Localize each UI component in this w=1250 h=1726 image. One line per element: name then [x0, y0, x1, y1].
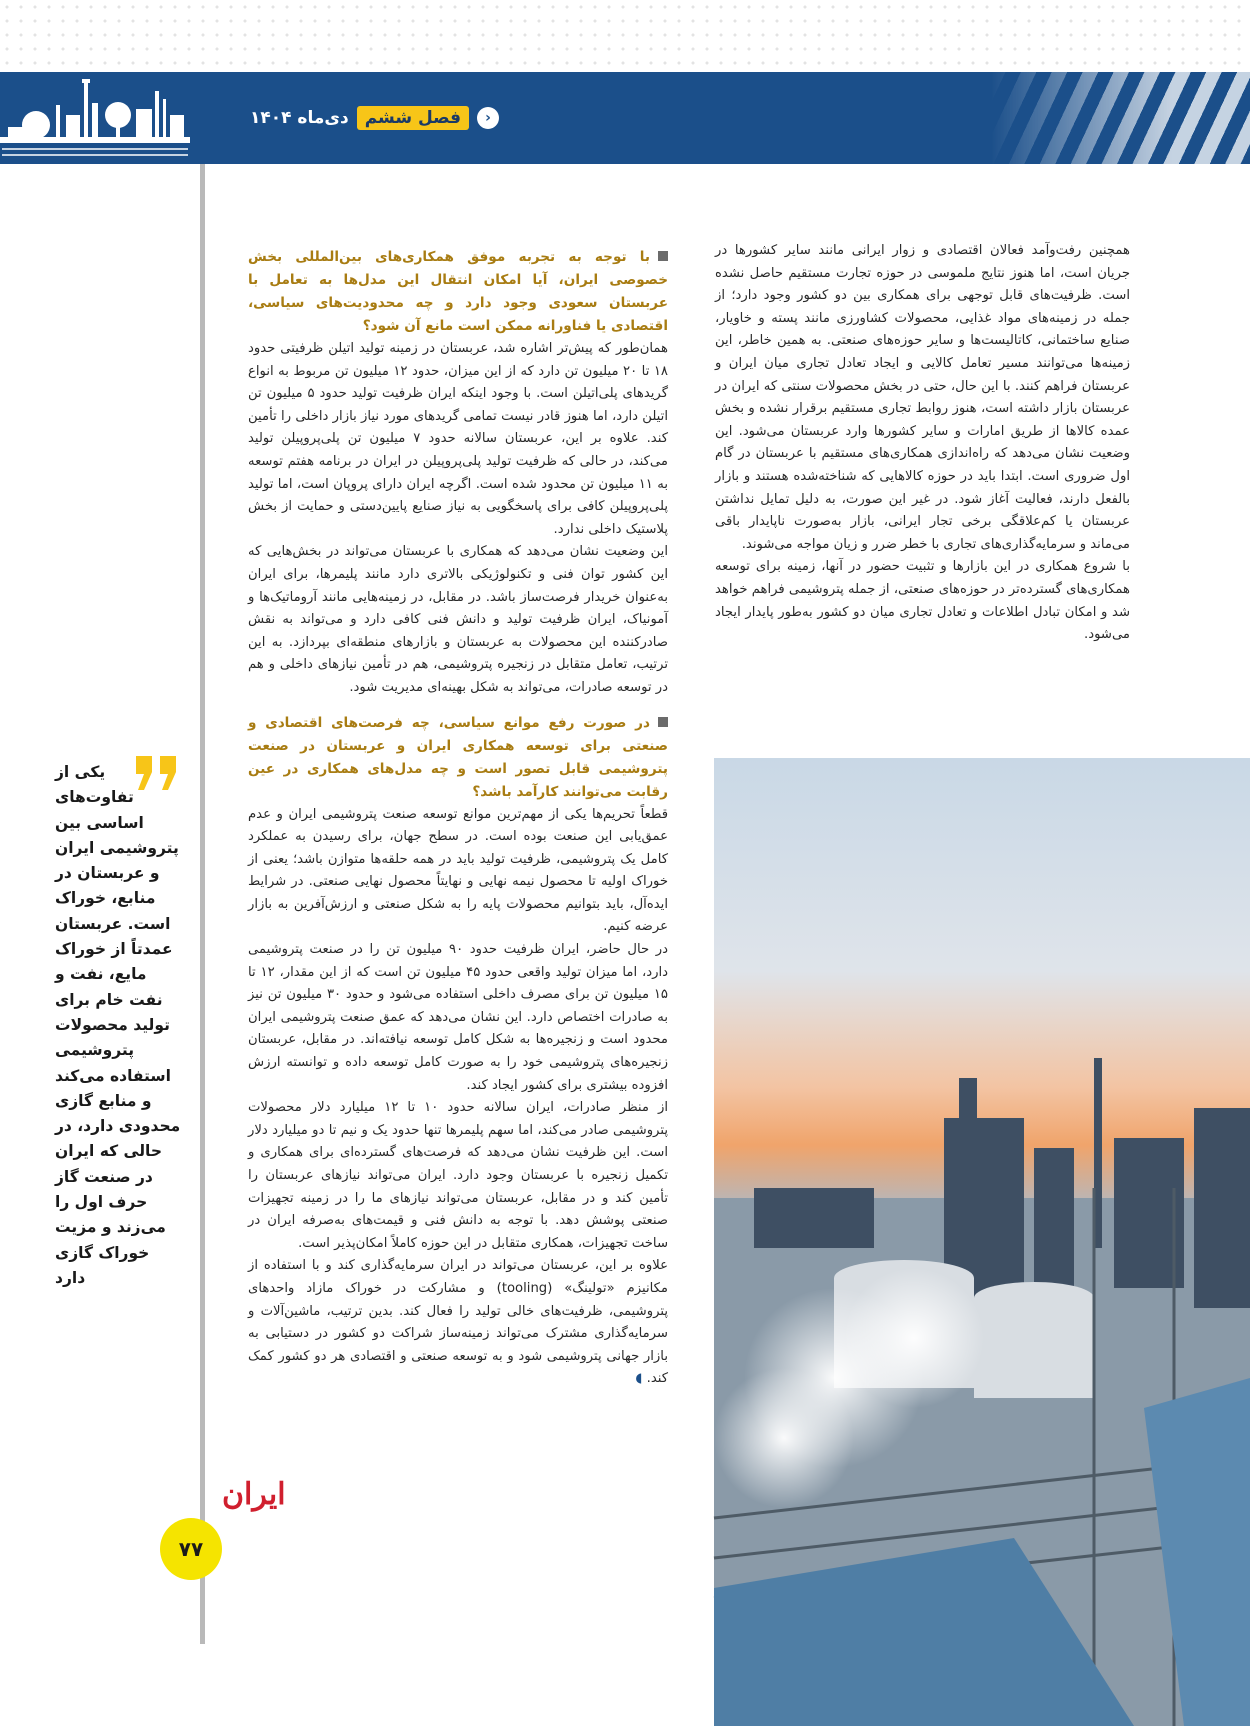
square-bullet — [658, 717, 668, 727]
paragraph: در حال حاضر، ایران ظرفیت حدود ۹۰ میلیون تن را در صنعت پتروشیمی دارد، اما میزان تولید واقعی حدود ۴۵ میلیون تن است که از این مقدار، ۱۲ تا ۱۵ میلیون تن برای مصرف داخلی استفاده می‌شود و حدود ۳۰ میلیون تن نیز به صادرات اختصاص دارد. این نشان می‌دهد که عمق صنعت پتروشیمی ایران محدود است و زنجیره‌ها به شکل کامل توسعه نیافته‌اند. در مقابل، عربستان زنجیره‌های پتروشیمی خود را به صورت کامل توسعه داده و توانسته ارزش افزوده بیشتری برای کشور ایجاد کند. — [248, 942, 669, 1093]
end-mark-icon: ◖ — [635, 1371, 643, 1387]
page-number-badge: ۷۷ — [160, 1518, 222, 1580]
paragraph: قطعاً تحریم‌ها یکی از مهم‌ترین موانع توسعه صنعت پتروشیمی ایران و عدم عمق‌یابی این صنعت بوده است. در سطح جهان، برای رسیدن به عملکرد کامل یک پتروشیمی، ظرفیت تولید باید در همه حلقه‌ها متوازن باشد؛ یعنی از خوراک اولیه تا محصول نیمه نهایی و نهایتاً محصول نهایی صنعتی. در شرایط ایده‌آل، باید بتوانیم محصولات پایه را به شکل صنعتی و ارزش‌آفرین به بازار عرضه کنیم. — [248, 806, 668, 935]
question-heading — [248, 712, 668, 804]
paragraph-text: علاوه بر این، عربستان می‌تواند در ایران سرمایه‌گذاری کند و با استفاده از مکانیزم «تولینگ» (tooling) و مشارکت در خوراک مازاد واحدهای پتروشیمی، ظرفیت‌های خالی تولید را فعال کند. بدین ترتیب، ماشین‌آلات و سرمایه‌گذاری مشترک می‌تواند زمینه‌ساز شراکت دو کشور در دستیابی به بازار جهانی پتروشیمی شود و به توسعه صنعتی و اقتصادی هر دو کشور کمک کند. — [248, 1258, 668, 1387]
chevron-left-icon[interactable]: › — [477, 107, 499, 129]
refinery-skyline-icon — [0, 75, 190, 167]
paragraph: این وضعیت نشان می‌دهد که همکاری با عربستان می‌تواند در بخش‌هایی که این کشور توان فنی و تکنولوژیکی بالاتری دارد مانند پلیمرها، برای ایران به‌عنوان خریدار فرصت‌ساز باشد. در مقابل، در زمینه‌هایی مانند آروماتیک‌ها و آمونیاک، ایران ظرفیت تولید و دانش فنی کافی دارد و می‌تواند به نقش صادرکننده این محصولات به عربستان و بازارهای منطقه‌ای بپردازد. به این ترتیب، تعامل متقابل در زنجیره پتروشیمی، هم در تأمین نیازهای داخلی و هم در توسعه صادرات، می‌تواند به شکل بهینه‌ای مدیریت شود. — [248, 544, 668, 695]
square-bullet — [658, 251, 668, 261]
paragraph: همچنین رفت‌وآمد فعالان اقتصادی و زوار ایرانی مانند سایر کشورها در جریان است، اما هنوز نتایج ملموسی در حوزه تجارت مستقیم حاصل نشده است. ظرفیت‌های قابل توجهی برای همکاری بین دو کشور وجود دارد؛ از جمله در زمینه‌های مواد غذایی، محصولات کشاورزی مانند پسته و خاویار، صنایع ساختمانی، کاتالیست‌ها و سایر حوزه‌های صنعتی. به همین خاطر، این زمینه‌ها می‌توانند مسیر تعامل کالایی و ایجاد تعادل تجاری میان ایران و عربستان فراهم کنند. با این حال، حتی در بخش محصولات سنتی که ایران در عربستان بازار داشته است، هنوز روابط تجاری مستقیم برقرار نشده و بخش عمده کالاها از طریق امارات و سایر کشورها وارد عربستان می‌شود. این وضعیت نشان می‌دهد که راه‌اندازی همکاری‌های مستقیم با عربستان در گام اول ضروری است. ابتدا باید در حوزه کالاهایی که شناخته‌شده هستند و بازار بالفعل دارند، فعالیت آغاز شود. در غیر این صورت، به دلیل تمایل نداشتن عربستان یا کم‌علاقگی برخی تجار ایرانی، بازار به‌صورت ناپایدار باقی می‌ماند و سرمایه‌گذاری‌های تجاری با خطر ضرر و زیان مواجه می‌شوند. — [715, 243, 1130, 552]
refinery-photo — [714, 758, 1250, 1726]
paragraph: از منظر صادرات، ایران سالانه حدود ۱۰ تا ۱۲ میلیارد دلار محصولات پتروشیمی صادر می‌کند، اما سهم پلیمرها تنها حدود یک و نیم تا دو میلیارد دلار است. این ظرفیت نشان می‌دهد که فرصت‌های گسترده‌ای برای همکاری و تکمیل زنجیره با عربستان وجود دارد. ایران می‌تواند نیازهای عربستان را تأمین کند و در مقابل، عربستان می‌تواند نیازهای ما را در زمینه تجهیزات صنعتی پوشش دهد. با توجه به دانش فنی و قیمت‌های به‌صرفه ایران در ساخت تجهیزات، همکاری متقابل در این حوزه کاملاً امکان‌پذیر است. — [248, 1100, 668, 1251]
brand-text: ایران — [222, 1477, 286, 1512]
dotted-top-pattern — [0, 0, 1250, 72]
question-text: در صورت رفع موانع سیاسی، چه فرصت‌های اقتصادی و صنعتی برای توسعه همکاری ایران و عربستان در صنعت پتروشیمی قابل تصور است و چه مدل‌های همکاری در عین رقابت می‌توانند کارآمد باشد؟ — [248, 714, 668, 800]
paragraph: با شروع همکاری در این بازارها و تثبیت حضور در آنها، زمینه برای توسعه همکاری‌های گسترده‌تر در حوزه‌های صنعتی، از جمله پتروشیمی فراهم خواهد شد و امکان تبادل اطلاعات و تعادل تجاری میان دو کشور به‌طور پایدار ایجاد می‌شود. — [715, 559, 1130, 643]
article-right-column — [715, 240, 1130, 647]
issue-date: دی‌ماه ۱۴۰۴ — [250, 108, 349, 128]
article-middle-column — [248, 246, 668, 1391]
section-label: فصل ششم — [357, 106, 469, 130]
paragraph — [248, 1255, 668, 1391]
paragraph: همان‌طور که پیش‌تر اشاره شد، عربستان در زمینه تولید اتیلن ظرفیتی حدود ۱۸ تا ۲۰ میلیون تن دارد که از این میزان، حدود ۱۲ میلیون تن مربوط به انواع گریدهای پلی‌اتیلن است. با وجود اینکه ایران ظرفیت تولید حدود ۵ میلیون تن اتیلن دارد، اما هنوز قادر نیست تمامی گریدهای مورد نیاز بازار داخلی را تأمین کند. علاوه بر این، عربستان سالانه حدود ۷ میلیون تن پلی‌پروپیلن تولید می‌کند، در حالی که ظرفیت تولید پلی‌پروپیلن در ایران در برنامه هفتم توسعه به ۱۱ میلیون تن محدود شده است. اگرچه ایران دارای پروپان است، اما تولید پلی‌پروپیلن کافی برای پاسخگویی به نیاز صنایع پایین‌دستی و حمایت از بخش پلاستیک داخلی ندارد. — [248, 341, 669, 537]
brand-logo — [156, 1470, 286, 1515]
header-stripes — [990, 72, 1250, 164]
question-text: با توجه به تجربه موفق همکاری‌های بین‌المللی بخش خصوصی ایران، آیا امکان انتقال این مدل‌ها به تعامل با عربستان سعودی وجود دارد و چه محدودیت‌های سیاسی، اقتصادی یا فناورانه ممکن است مانع آن شود؟ — [248, 249, 668, 334]
question-heading — [248, 246, 668, 338]
pull-quote: یکی از تفاوت‌های اساسی بین پتروشیمی ایران و عربستان در منابع، خوراک است. عربستان عمدتاً از خوراک مایع، نفت و نفت خام برای تولید محصولات پتروشیمی استفاده می‌کند و منابع گازی محدودی دارد، در حالی که ایران در صنعت گاز حرف اول را می‌زند و مزیت خوراک گازی دارد — [55, 763, 181, 1287]
header-info — [250, 103, 499, 133]
vertical-rule — [200, 164, 205, 1644]
